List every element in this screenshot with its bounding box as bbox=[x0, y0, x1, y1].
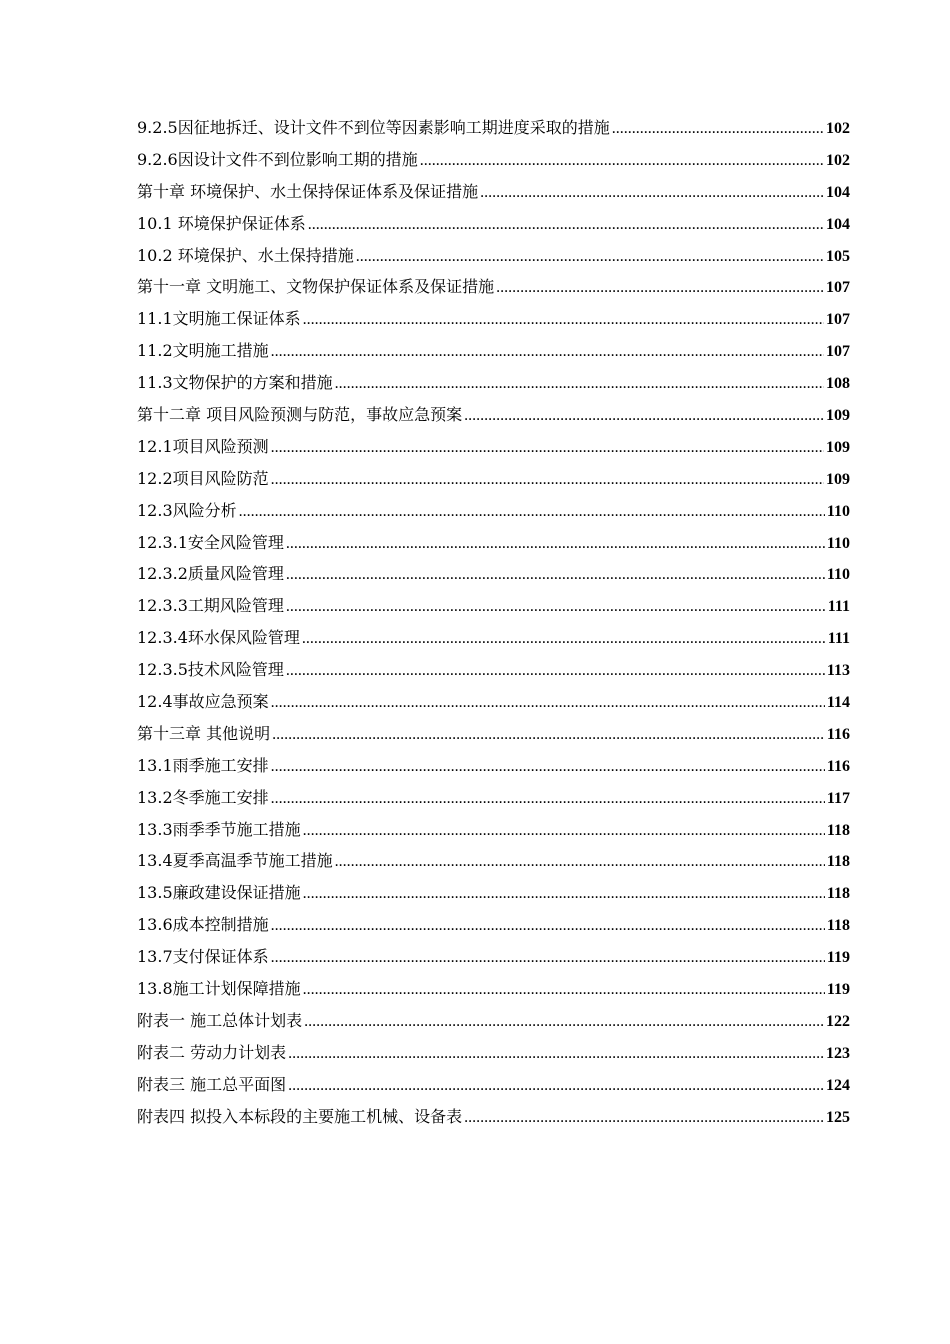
toc-entry[interactable] bbox=[137, 463, 850, 495]
toc-dot-leader bbox=[612, 113, 824, 145]
toc-dot-leader bbox=[271, 910, 825, 942]
toc-entry[interactable] bbox=[137, 718, 850, 750]
toc-dot-leader bbox=[420, 145, 824, 177]
toc-entry-title: 12.2项目风险防范 bbox=[137, 468, 269, 488]
toc-entry-title: 10.2 环境保护、水土保持措施 bbox=[137, 245, 354, 265]
toc-entry[interactable] bbox=[137, 941, 850, 973]
toc-entry[interactable] bbox=[137, 431, 850, 463]
toc-entry[interactable] bbox=[137, 814, 850, 846]
toc-entry-page-number: 102 bbox=[826, 120, 850, 137]
toc-entry[interactable] bbox=[137, 271, 850, 303]
toc-entry[interactable] bbox=[137, 208, 850, 240]
toc-entry-page-number: 107 bbox=[826, 311, 850, 329]
toc-dot-leader bbox=[288, 1038, 824, 1070]
toc-entry-title: 13.6成本控制措施 bbox=[137, 915, 269, 935]
toc-dot-leader bbox=[304, 1006, 824, 1038]
toc-entry-title: 第十三章 其他说明 bbox=[137, 723, 271, 743]
toc-entry-page-number: 109 bbox=[826, 407, 850, 425]
toc-entry-page-number: 123 bbox=[826, 1044, 850, 1062]
toc-entry-title: 11.3文物保护的方案和措施 bbox=[137, 373, 333, 393]
toc-entry-title: 附表二 劳动力计划表 bbox=[137, 1042, 287, 1062]
toc-entry-page-number: 102 bbox=[826, 151, 850, 169]
toc-dot-leader bbox=[271, 783, 825, 815]
toc-entry[interactable] bbox=[137, 495, 850, 527]
toc-dot-leader bbox=[464, 400, 824, 432]
toc-entry[interactable] bbox=[137, 176, 850, 208]
toc-entry-title: 13.4夏季高温季节施工措施 bbox=[137, 851, 333, 871]
toc-entry-title: 第十二章 项目风险预测与防范，事故应急预案 bbox=[137, 405, 463, 425]
toc-entry[interactable] bbox=[137, 1069, 850, 1101]
toc-entry[interactable] bbox=[137, 558, 850, 590]
toc-entry-page-number: 107 bbox=[826, 343, 850, 361]
toc-dot-leader bbox=[335, 368, 824, 400]
toc-dot-leader bbox=[286, 655, 825, 687]
toc-entry[interactable] bbox=[137, 782, 850, 814]
toc-entry[interactable] bbox=[137, 750, 850, 782]
toc-entry[interactable] bbox=[137, 240, 850, 272]
toc-entry-page-number: 111 bbox=[827, 598, 850, 616]
toc-entry-page-number: 109 bbox=[826, 470, 850, 488]
toc-entry-page-number: 117 bbox=[826, 789, 850, 807]
toc-entry-title: 12.3.2质量风险管理 bbox=[137, 564, 284, 584]
toc-dot-leader bbox=[239, 496, 825, 528]
toc-entry-page-number: 108 bbox=[826, 375, 850, 393]
toc-entry-page-number: 110 bbox=[826, 566, 850, 584]
toc-entry-page-number: 110 bbox=[826, 502, 850, 520]
toc-entry-title: 12.4事故应急预案 bbox=[137, 692, 269, 712]
toc-entry-title: 11.1文明施工保证体系 bbox=[137, 309, 301, 329]
toc-entry[interactable] bbox=[137, 303, 850, 335]
toc-entry-page-number: 104 bbox=[826, 183, 850, 201]
toc-entry-title: 附表三 施工总平面图 bbox=[137, 1074, 287, 1094]
toc-entry-page-number: 118 bbox=[826, 917, 850, 935]
toc-dot-leader bbox=[271, 336, 824, 368]
toc-entry-title: 12.3.4环水保风险管理 bbox=[137, 628, 300, 648]
toc-entry-title: 12.3.1安全风险管理 bbox=[137, 532, 284, 552]
toc-dot-leader bbox=[286, 528, 825, 560]
toc-entry-title: 11.2文明施工措施 bbox=[137, 341, 269, 361]
toc-entry[interactable] bbox=[137, 845, 850, 877]
toc-entry-page-number: 116 bbox=[826, 725, 850, 743]
toc-entry-page-number: 109 bbox=[826, 438, 850, 456]
toc-entry-page-number: 118 bbox=[826, 885, 850, 903]
toc-dot-leader bbox=[303, 815, 825, 847]
toc-entry-page-number: 118 bbox=[826, 853, 850, 871]
table-of-contents bbox=[137, 112, 850, 1133]
toc-dot-leader bbox=[464, 1102, 824, 1134]
toc-entry-title: 13.5廉政建设保证措施 bbox=[137, 883, 301, 903]
toc-entry[interactable] bbox=[137, 399, 850, 431]
toc-entry-page-number: 107 bbox=[826, 279, 850, 297]
toc-entry-title: 12.3风险分析 bbox=[137, 500, 237, 520]
toc-entry-page-number: 104 bbox=[826, 215, 850, 233]
toc-entry[interactable] bbox=[137, 590, 850, 622]
toc-entry[interactable] bbox=[137, 527, 850, 559]
toc-entry-title: 10.1 环境保护保证体系 bbox=[137, 213, 306, 233]
toc-entry-title: 附表四 拟投入本标段的主要施工机械、设备表 bbox=[137, 1106, 463, 1126]
toc-entry-page-number: 113 bbox=[826, 662, 850, 680]
toc-entry[interactable] bbox=[137, 144, 850, 176]
toc-dot-leader bbox=[303, 878, 825, 910]
toc-dot-leader bbox=[302, 623, 826, 655]
toc-entry[interactable] bbox=[137, 1005, 850, 1037]
toc-entry-page-number: 124 bbox=[826, 1076, 850, 1094]
toc-entry-title: 第十一章 文明施工、文物保护保证体系及保证措施 bbox=[137, 277, 495, 297]
toc-entry[interactable] bbox=[137, 877, 850, 909]
toc-entry-page-number: 114 bbox=[826, 694, 850, 712]
toc-entry-title: 13.7支付保证体系 bbox=[137, 947, 269, 967]
toc-entry[interactable] bbox=[137, 335, 850, 367]
toc-entry-page-number: 105 bbox=[826, 247, 850, 265]
toc-entry-title: 9.2.5因征地拆迁、设计文件不到位等因素影响工期进度采取的措施 bbox=[137, 118, 610, 137]
toc-dot-leader bbox=[286, 559, 825, 591]
toc-entry[interactable] bbox=[137, 367, 850, 399]
toc-entry[interactable] bbox=[137, 1101, 850, 1133]
toc-entry[interactable] bbox=[137, 686, 850, 718]
toc-entry-page-number: 122 bbox=[826, 1012, 850, 1030]
toc-dot-leader bbox=[271, 432, 824, 464]
toc-entry-page-number: 119 bbox=[826, 981, 850, 999]
toc-entry-page-number: 111 bbox=[827, 630, 850, 648]
toc-entry[interactable] bbox=[137, 622, 850, 654]
toc-entry-title: 12.1项目风险预测 bbox=[137, 436, 269, 456]
toc-entry[interactable] bbox=[137, 973, 850, 1005]
toc-entry-title: 13.1雨季施工安排 bbox=[137, 755, 269, 775]
toc-entry-title: 附表一 施工总体计划表 bbox=[137, 1010, 303, 1030]
toc-dot-leader bbox=[303, 304, 824, 336]
toc-entry-page-number: 110 bbox=[826, 534, 850, 552]
toc-dot-leader bbox=[480, 177, 824, 209]
toc-entry-title: 13.3雨季季节施工措施 bbox=[137, 819, 301, 839]
toc-entry[interactable] bbox=[137, 1037, 850, 1069]
toc-entry-title: 12.3.3工期风险管理 bbox=[137, 596, 284, 616]
toc-dot-leader bbox=[271, 942, 825, 974]
toc-dot-leader bbox=[356, 241, 824, 273]
toc-entry-title: 12.3.5技术风险管理 bbox=[137, 660, 284, 680]
toc-entry-title: 9.2.6因设计文件不到位影响工期的措施 bbox=[137, 149, 418, 169]
toc-entry[interactable] bbox=[137, 112, 850, 144]
toc-dot-leader bbox=[496, 272, 824, 304]
toc-dot-leader bbox=[272, 719, 825, 751]
toc-entry[interactable] bbox=[137, 909, 850, 941]
toc-dot-leader bbox=[271, 751, 825, 783]
toc-entry-title: 13.2冬季施工安排 bbox=[137, 787, 269, 807]
toc-entry[interactable] bbox=[137, 654, 850, 686]
toc-dot-leader bbox=[308, 209, 824, 241]
toc-dot-leader bbox=[288, 1070, 824, 1102]
toc-entry-page-number: 119 bbox=[826, 949, 850, 967]
toc-entry-title: 第十章 环境保护、水土保持保证体系及保证措施 bbox=[137, 181, 479, 201]
toc-entry-title: 13.8施工计划保障措施 bbox=[137, 979, 301, 999]
toc-dot-leader bbox=[303, 974, 825, 1006]
toc-dot-leader bbox=[335, 846, 825, 878]
toc-dot-leader bbox=[286, 591, 826, 623]
toc-entry-page-number: 116 bbox=[826, 757, 850, 775]
toc-entry-page-number: 118 bbox=[826, 821, 850, 839]
toc-dot-leader bbox=[271, 687, 825, 719]
toc-dot-leader bbox=[271, 464, 824, 496]
toc-entry-page-number: 125 bbox=[826, 1108, 850, 1126]
